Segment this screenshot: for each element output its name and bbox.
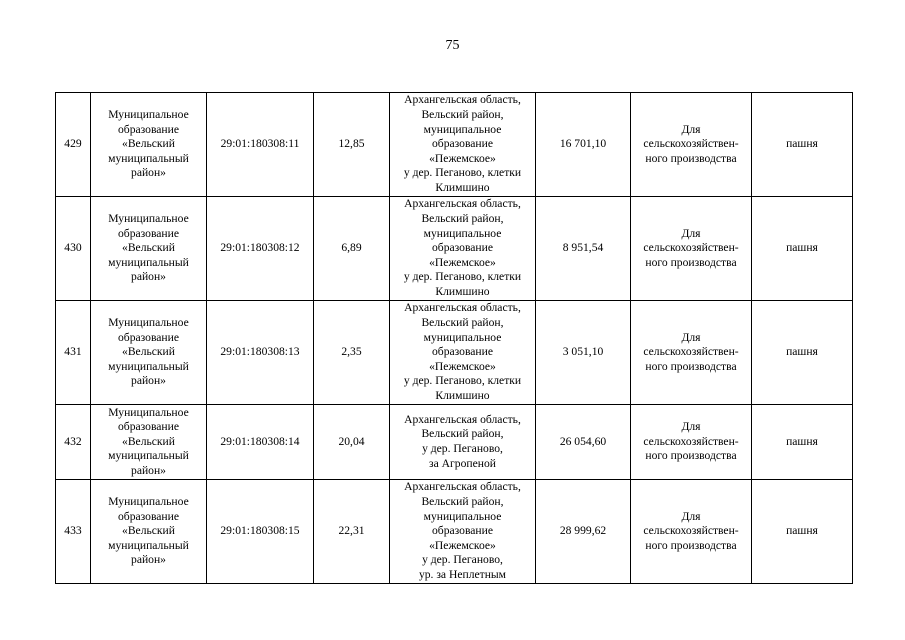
area-cell: 20,04 [314,405,390,480]
value-cell: 16 701,10 [536,93,631,197]
value-cell: 28 999,62 [536,480,631,584]
purpose-cell: Для сельскохозяйствен- ного производства [631,93,752,197]
location-cell: Архангельская область, Вельский район, муниципальное образование «Пежемское» у дер. Пеганово, ур. за Неплетным [390,480,536,584]
purpose-cell: Для сельскохозяйствен- ного производства [631,301,752,405]
land-use-cell: пашня [752,405,853,480]
area-cell: 12,85 [314,93,390,197]
location-cell: Архангельская область, Вельский район, у дер. Пеганово, за Агропеной [390,405,536,480]
cadastral-number-cell: 29:01:180308:12 [207,197,314,301]
cadastral-number-cell: 29:01:180308:11 [207,93,314,197]
land-use-cell: пашня [752,197,853,301]
purpose-cell: Для сельскохозяйствен- ного производства [631,197,752,301]
table-row [56,197,853,301]
area-cell: 6,89 [314,197,390,301]
location-cell: Архангельская область, Вельский район, муниципальное образование «Пежемское» у дер. Пеганово, клетки Климшино [390,197,536,301]
purpose-cell: Для сельскохозяйствен- ного производства [631,405,752,480]
owner-cell: Муниципальное образование «Вельский муниципальный район» [91,405,207,480]
row-number-cell: 433 [56,480,91,584]
land-use-cell: пашня [752,93,853,197]
land-use-cell: пашня [752,301,853,405]
table-row [56,480,853,584]
page-number: 75 [445,38,460,53]
row-number-cell: 432 [56,405,91,480]
purpose-cell: Для сельскохозяйствен- ного производства [631,480,752,584]
location-cell: Архангельская область, Вельский район, муниципальное образование «Пежемское» у дер. Пеганово, клетки Климшино [390,93,536,197]
land-plots-table [55,92,853,584]
row-number-cell: 430 [56,197,91,301]
row-number-cell: 431 [56,301,91,405]
area-cell: 22,31 [314,480,390,584]
table-row [56,93,853,197]
owner-cell: Муниципальное образование «Вельский муниципальный район» [91,480,207,584]
value-cell: 8 951,54 [536,197,631,301]
row-number-cell: 429 [56,93,91,197]
table-row [56,301,853,405]
value-cell: 3 051,10 [536,301,631,405]
land-use-cell: пашня [752,480,853,584]
owner-cell: Муниципальное образование «Вельский муниципальный район» [91,93,207,197]
owner-cell: Муниципальное образование «Вельский муниципальный район» [91,197,207,301]
value-cell: 26 054,60 [536,405,631,480]
cadastral-number-cell: 29:01:180308:15 [207,480,314,584]
owner-cell: Муниципальное образование «Вельский муниципальный район» [91,301,207,405]
cadastral-number-cell: 29:01:180308:14 [207,405,314,480]
area-cell: 2,35 [314,301,390,405]
location-cell: Архангельская область, Вельский район, муниципальное образование «Пежемское» у дер. Пеганово, клетки Климшино [390,301,536,405]
cadastral-number-cell: 29:01:180308:13 [207,301,314,405]
table-row [56,405,853,480]
